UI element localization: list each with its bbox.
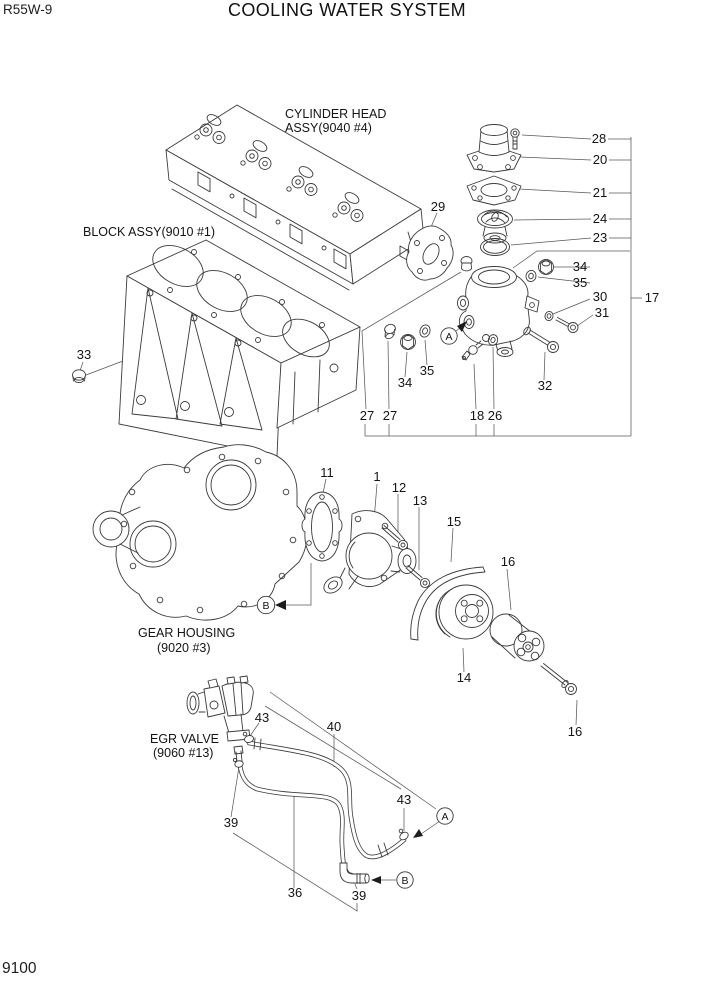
view-b-label: B [401, 875, 409, 887]
cylinder-head-label: CYLINDER HEAD [285, 107, 387, 121]
egr-valve-label-2: (9060 #13) [153, 746, 214, 760]
view-b-arrow-icon [275, 600, 286, 610]
callout-15: 15 [446, 514, 462, 529]
callout-40: 40 [326, 719, 342, 734]
callout-12: 12 [391, 480, 407, 495]
elbow-fitting-39-drawing [340, 863, 369, 884]
pulley-drawing [436, 585, 493, 639]
callout-29: 29 [430, 199, 446, 214]
callout-34-right: 34 [572, 259, 588, 274]
gear-housing-label-2: (9020 #3) [157, 641, 211, 655]
page-number: 9100 [2, 960, 37, 977]
view-marker-a-hose [413, 808, 453, 838]
cylinder-head-label-2: ASSY(9040 #4) [285, 121, 372, 135]
view-a-label: A [441, 811, 449, 823]
view-b-arrow-icon [371, 876, 381, 884]
callout-11: 11 [320, 465, 334, 480]
washer-35-left-drawing [418, 324, 431, 339]
callout-1: 1 [373, 469, 381, 484]
callout-16-bolt: 16 [567, 724, 583, 739]
hose-clamp-43-right-drawing [398, 829, 409, 841]
pump-gasket-drawing [302, 492, 342, 561]
callout-36: 36 [287, 885, 303, 900]
callout-28: 28 [591, 131, 607, 146]
page-title: COOLING WATER SYSTEM [227, 0, 467, 20]
block-assy-label: BLOCK ASSY(9010 #1) [83, 225, 216, 239]
view-a-label: A [445, 331, 453, 343]
callout-30: 30 [592, 289, 608, 304]
callout-32: 32 [537, 378, 553, 393]
plug-34-left-drawing [401, 335, 416, 350]
callout-43-left: 43 [254, 710, 270, 725]
callout-39-bottom: 39 [351, 888, 367, 903]
callout-21: 21 [592, 185, 608, 200]
callout-35-right: 35 [572, 275, 588, 290]
washer-30-drawing [544, 311, 554, 322]
outlet-bolt-28-drawing [511, 129, 519, 149]
cylinder-block-drawing [119, 237, 360, 456]
fan-hub-drawing [490, 614, 544, 661]
model-code: R55W-9 [3, 2, 53, 17]
callout-23: 23 [592, 230, 608, 245]
callout-24: 24 [592, 211, 608, 226]
gear-housing-label: GEAR HOUSING [138, 626, 236, 640]
callout-14: 14 [456, 670, 472, 685]
callout-13: 13 [412, 493, 428, 508]
view-marker-b-pump [257, 596, 286, 613]
outlet-gasket-21-drawing [467, 176, 521, 205]
callout-34-left: 34 [397, 375, 413, 390]
gear-housing-drawing [93, 445, 307, 620]
callout-27-a: 27 [359, 408, 375, 423]
callout-31: 31 [594, 305, 610, 320]
thermostat-housing-drawing [458, 257, 540, 357]
callout-17: 17 [644, 290, 660, 305]
callout-26: 26 [487, 408, 503, 423]
o-ring-23-drawing [481, 239, 510, 256]
hub-bolt-drawing [541, 664, 577, 695]
plug-34-right-drawing [539, 260, 554, 275]
water-pipe-36-drawing [240, 766, 357, 877]
callout-27-b: 27 [382, 408, 398, 423]
cup-plug-27-drawing [383, 323, 396, 340]
egr-valve-label: EGR VALVE [150, 732, 220, 746]
callout-20: 20 [592, 152, 608, 167]
view-a-arrow-icon [413, 829, 423, 838]
plug-33-drawing [73, 370, 86, 383]
callout-18: 18 [469, 408, 485, 423]
callout-35-left: 35 [419, 363, 435, 378]
view-marker-a-housing [441, 321, 467, 344]
callout-16-hub: 16 [500, 554, 516, 569]
washer-35-right-drawing [525, 269, 538, 282]
bolt-31-drawing [556, 318, 578, 333]
view-b-label: B [262, 600, 270, 612]
callout-39-left: 39 [223, 815, 239, 830]
callout-43-right: 43 [396, 792, 412, 807]
callout-33: 33 [76, 347, 92, 362]
